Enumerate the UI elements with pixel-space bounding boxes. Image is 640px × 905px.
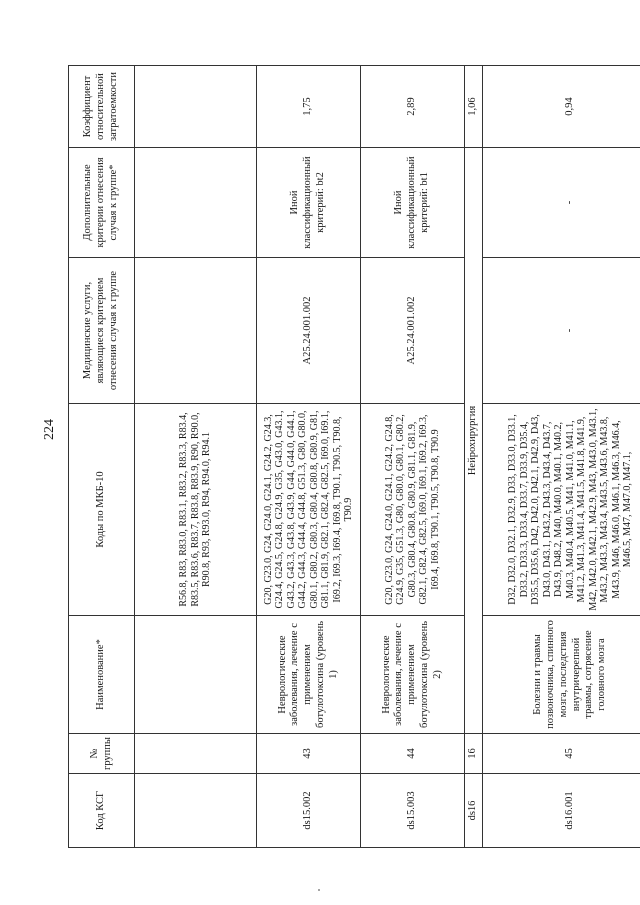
cell-coefficient: 0,94	[483, 66, 640, 148]
table-row	[361, 66, 465, 848]
cell-group-no: 44	[361, 734, 465, 774]
cell-services: A25.24.001.002	[257, 258, 361, 404]
cell-extra-criteria: Иной классификационный критерий: bt1	[361, 148, 465, 258]
cell-name	[135, 616, 257, 734]
ksg-table	[68, 65, 640, 848]
cell-group-no: 16	[465, 734, 483, 774]
table-header-row	[69, 66, 135, 848]
header-ksg-code: Код КСГ	[69, 774, 135, 848]
cell-group-no: 45	[483, 734, 640, 774]
cell-coefficient: 1,75	[257, 66, 361, 148]
header-coefficient: Коэффициент относительной затратоемкости	[69, 66, 135, 148]
cell-ksg-code: ds16	[465, 774, 483, 848]
cell-mkb-codes: G20, G23.0, G24, G24.0, G24.1, G24.2, G24.8, G24.9, G35, G51.3, G80, G80.0, G80.1, G80.2, G80.3, G80.4, G80.8, G80.9, G81.1, G81.9, G82.1, G82.4, G82.5, I69.0, I69.1, I69.2, I69.3, I69.4, I69.8, T90.1, T90.5, T90.8, T90.9	[361, 404, 465, 616]
cell-name: Неврологические заболевания, лечение с применением ботулотоксина (уровень 1)	[257, 616, 361, 734]
header-group-no: № группы	[69, 734, 135, 774]
cell-extra-criteria	[135, 148, 257, 258]
cell-services: -	[483, 258, 640, 404]
cell-extra-criteria: Иной классификационный критерий: bt2	[257, 148, 361, 258]
table-row	[135, 66, 257, 848]
header-mkb-codes: Коды по МКБ-10	[69, 404, 135, 616]
section-row	[465, 66, 483, 848]
rotated-table-container	[68, 66, 634, 848]
page-number: 224	[42, 419, 57, 440]
header-extra-criteria: Дополнительные критерии отнесения случая к группе*	[69, 148, 135, 258]
table-row	[483, 66, 640, 848]
cell-ksg-code: ds15.003	[361, 774, 465, 848]
cell-name: Неврологические заболевания, лечение с применением ботулотоксина (уровень 2)	[361, 616, 465, 734]
cell-extra-criteria: -	[483, 148, 640, 258]
table-row	[257, 66, 361, 848]
cell-coefficient	[135, 66, 257, 148]
cell-mkb-codes: G20, G23.0, G24, G24.0, G24.1, G24.2, G24.3, G24.4, G24.5, G24.8, G24.9, G35, G43.0, G43.1, G43.2, G43.3, G43.8, G43.9, G44, G44.0, G44.1, G44.2, G44.3, G44.4, G44.8, G51.3, G80, G80.0, G80.1, G80.2, G80.3, G80.4, G80.8, G80.9, G81, G81.1, G81.9, G82.1, G82.4, G82.5, I69.0, I69.1, I69.2, I69.3, I69.4, I69.8, T90.1, T90.5, T90.8, T90.9	[257, 404, 361, 616]
cell-services	[135, 258, 257, 404]
cell-ksg-code: ds16.001	[483, 774, 640, 848]
cell-coefficient: 2,89	[361, 66, 465, 148]
cell-mkb-codes: D32, D32.0, D32.1, D32.9, D33, D33.0, D33.1, D33.2, D33.3, D33.4, D33.7, D33.9, D35.4, D35.5, D35.6, D42, D42.0, D42.1, D42.9, D43, D43.0, D43.1, D43.2, D43.3, D43.4, D43.7, D43.9, D48.2, M40, M40.0, M40.1, M40.2, M40.3, M40.4, M40.5, M41, M41.0, M41.1, M41.2, M41.3, M41.4, M41.5, M41.8, M41.9, M42, M42.0, M42.1, M42.9, M43, M43.0, M43.1, M43.2, M43.3, M43.4, M43.5, M43.6, M43.8, M43.9, M46, M46.0, M46.1, M46.3, M46.4, M46.5, M47, M47.0, M47.1,	[483, 404, 640, 616]
cell-mkb-codes: R56.8, R83, R83.0, R83.1, R83.2, R83.3, R83.4, R83.5, R83.6, R83.7, R83.8, R83.9, R90, R90.0, R90.8, R93, R93.0, R94, R94.0, R94.1	[135, 404, 257, 616]
section-title: Нейрохирургия	[465, 148, 483, 734]
cell-group-no: 43	[257, 734, 361, 774]
cell-ksg-code: ds15.002	[257, 774, 361, 848]
cell-ksg-code	[135, 774, 257, 848]
cell-services: A25.24.001.002	[361, 258, 465, 404]
header-services: Медицинские услуги, являющиеся критерием отнесения случая к группе	[69, 258, 135, 404]
cell-name: Болезни и травмы позвоночника, спинного мозга, последствия внутричерепной травмы, сотрясение головного мозга	[483, 616, 640, 734]
cell-coefficient: 1,06	[465, 66, 483, 148]
header-name: Наименование*	[69, 616, 135, 734]
scan-speck	[318, 889, 320, 891]
cell-group-no	[135, 734, 257, 774]
